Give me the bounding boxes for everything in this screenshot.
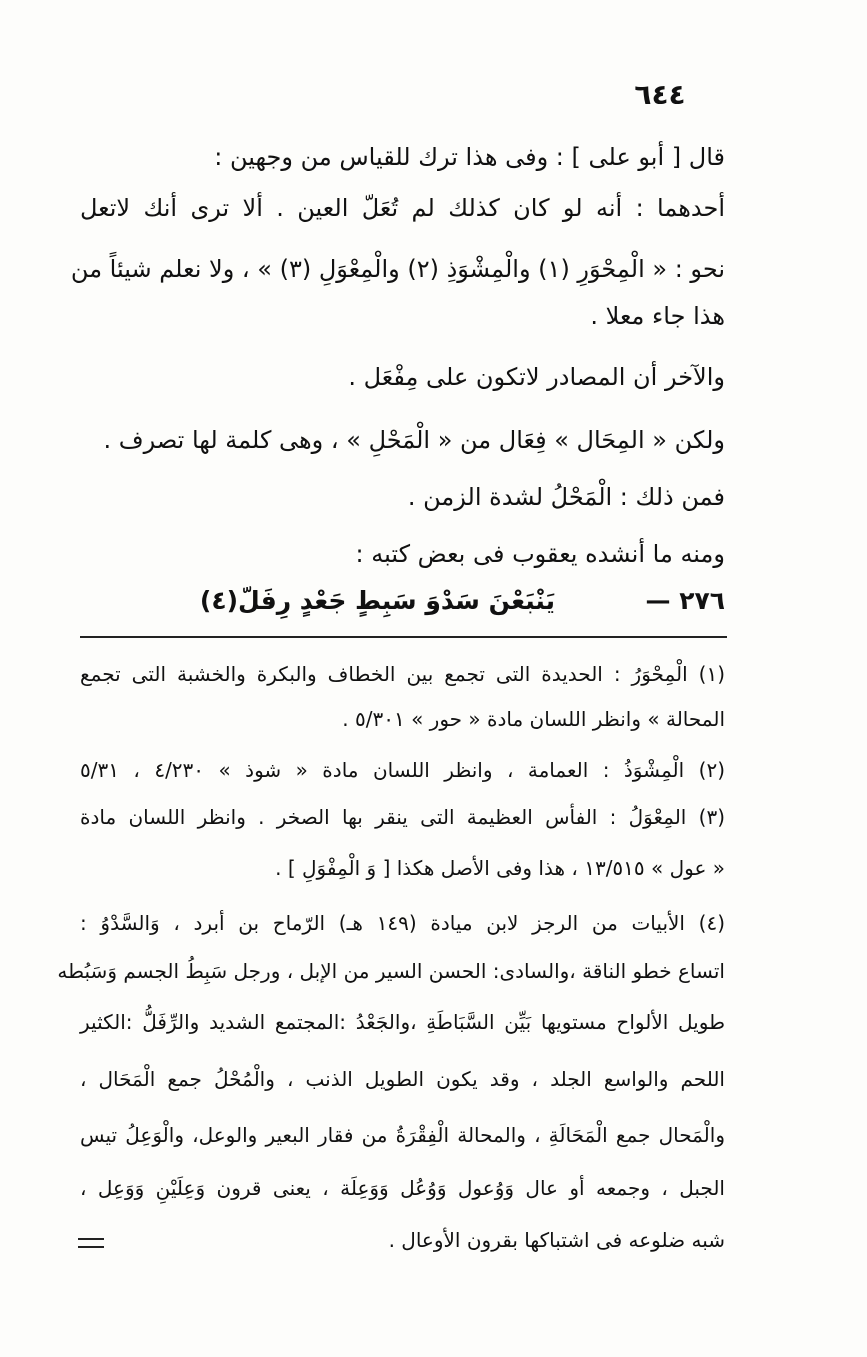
page-number: ٦٤٤ xyxy=(634,78,686,111)
body-line-3: نحو : « الْمِحْوَرِ (١) والْمِشْوَذِ (٢) والْمِعْوَلِ (٣) » ، ولا نعلم شيئاً من xyxy=(70,255,725,283)
footnote-line-7: اتساع خطو الناقة ،والسادى: الحسن السير من الإبل ، ورجل سَبِطُ الجسم وَسَبُطه xyxy=(57,959,725,983)
footnote-line-3: (٢) الْمِشْوَذُ : العمامة ، وانظر اللسان مادة « شوذ » ٤/٢٣٠ ، ٥/٣١ xyxy=(80,758,726,782)
body-line-1: قال [ أبو على ] : وفى هذا ترك للقياس من وجهين : xyxy=(214,143,725,171)
continuation-mark xyxy=(78,1238,104,1254)
footnote-line-9: اللحم والواسع الجلد ، وقد يكون الطويل الذنب ، والْمُحْلُ جمع الْمَحَال ، xyxy=(80,1067,725,1091)
footnote-divider xyxy=(80,636,727,638)
footnote-line-11: الجبل ، وجمعه أو عال وَوُعول وَوُعُل وَوَعِلَة ، يعنى قرون وَعِلَيْنِ وَوَعِل ، xyxy=(80,1176,725,1200)
footnote-line-10: والْمَحال جمع الْمَحَالَةِ ، والمحالة الْفِقْرَةُ من فقار البعير والوعل، والْوَعِلُ تيس xyxy=(80,1123,725,1147)
body-line-7: فمن ذلك : الْمَحْلُ لشدة الزمن . xyxy=(407,483,725,511)
body-line-2: أحدهما : أنه لو كان كذلك لم تُعَلّ العين . ألا ترى أنك لاتعل xyxy=(80,194,725,222)
footnote-line-4: (٣) المِعْوَلُ : الفأس العظيمة التى ينقر بها الصخر . وانظر اللسان مادة xyxy=(80,805,725,829)
footnote-line-8: طويل الألواح مستويها بَيِّن السَّبَاطَةِ ،والجَعْدُ :المجتمع الشديد والرِّفَلُّ :الكثير xyxy=(80,1010,725,1034)
body-line-6: ولكن « المِحَال » فِعَال من « الْمَحْلِ » ، وهى كلمة لها تصرف . xyxy=(103,426,725,454)
verse-line xyxy=(85,586,725,626)
verse-text: يَنْبَعْنَ سَدْوَ سَبِطٍ جَعْدٍ رِفَلّ(٤) xyxy=(199,586,555,615)
footnote-line-6: (٤) الأبيات من الرجز لابن ميادة (١٤٩ هـ) الرّماح بن أبرد ، وَالسَّدْوُ : xyxy=(80,911,726,935)
body-line-8: ومنه ما أنشده يعقوب فى بعض كتبه : xyxy=(355,540,725,568)
footnote-line-5: « عول » ١٣/٥١٥ ، هذا وفى الأصل هكذا [ وَ الْمِفْوَلِ ] . xyxy=(275,856,725,880)
body-line-5: والآخر أن المصادر لاتكون على مِفْعَل . xyxy=(348,363,725,391)
footnote-line-1: (١) الْمِحْوَرُ : الحديدة التى تجمع بين الخطاف والبكرة والخشبة التى تجمع xyxy=(80,662,725,686)
footnote-line-12: شبه ضلوعه فى اشتباكها بقرون الأوعال . xyxy=(388,1228,725,1252)
footnote-line-2: المحالة » وانظر اللسان مادة « حور » ٥/٣٠١ . xyxy=(342,707,725,731)
body-line-4: هذا جاء معلا . xyxy=(590,302,725,330)
verse-number: ٢٧٦ — xyxy=(645,586,725,615)
